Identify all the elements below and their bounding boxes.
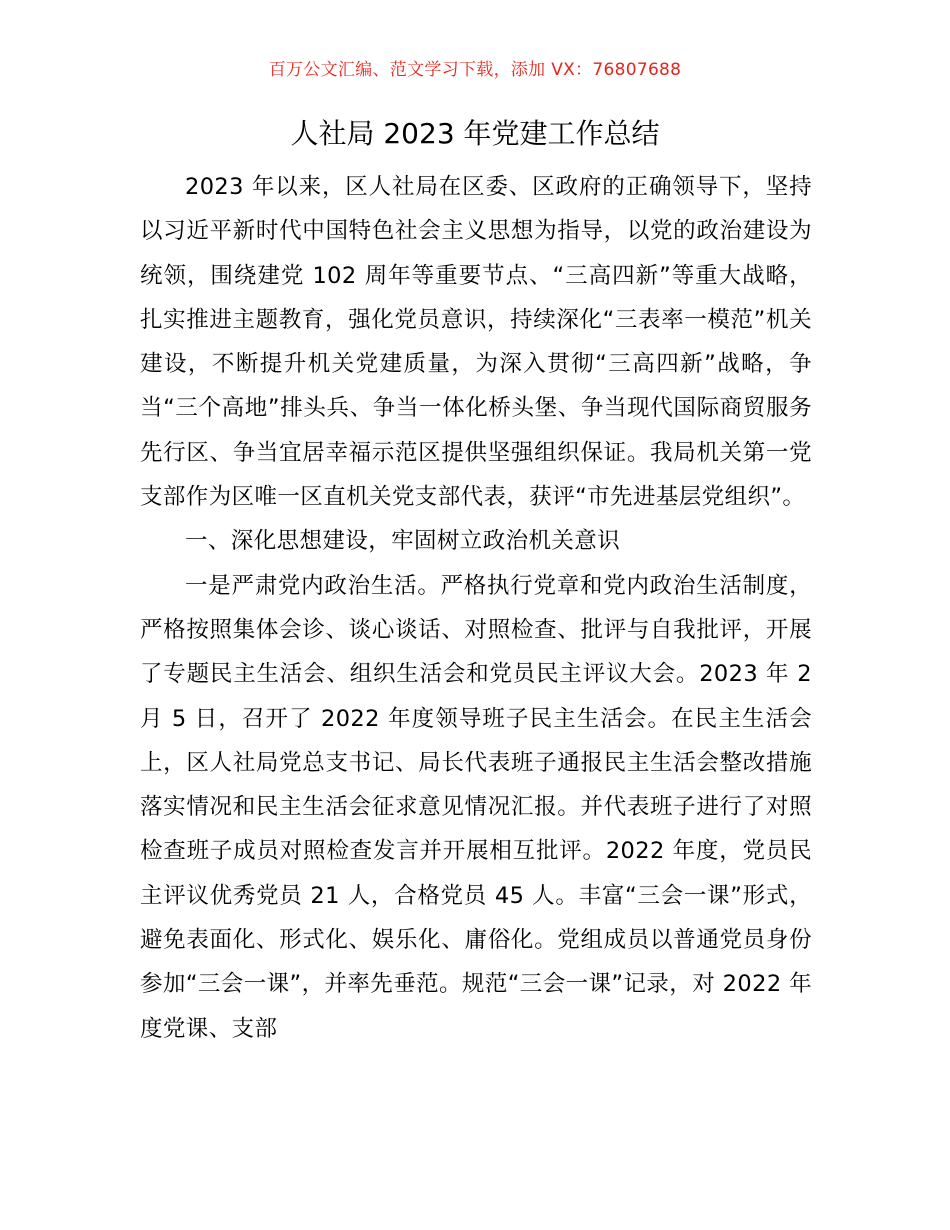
- section-1-paragraph: 一是严肃党内政治生活。严格执行党章和党内政治生活制度，严格按照集体会诊、谈心谈话、对照检查、批评与自我批评，开展了专题民主生活会、组织生活会和党员民主评议大会。2023 年 2 月 5 日，召开了 2022 年度领导班子民主生活会。在民主生活会上，区人社局党总支书记、局长代表班子通报民主生活会整改措施落实情况和民主生活会征求意见情况汇报。并代表班子进行了对照检查班子成员对照检查发言并开展相互批评。2022 年度，党员民主评议优秀党员 21 人，合格党员 45 人。丰富“三会一课”形式，避免表面化、形式化、娱乐化、庸俗化。党组成员以普通党员身份参加“三会一课”，并率先垂范。规范“三会一课”记录，对 2022 年度党课、支部: [140, 572, 812, 1042]
- section-heading-1: 一、深化思想建设，牢固树立政治机关意识: [185, 528, 621, 555]
- document-body: [140, 165, 812, 1051]
- header-watermark-note: 百万公文汇编、范文学习下载，添加 VX：76807688: [268, 60, 682, 80]
- document-title: 人社局 2023 年党建工作总结: [290, 117, 660, 150]
- intro-paragraph: 2023 年以来，区人社局在区委、区政府的正确领导下，坚持以习近平新时代中国特色社会主义思想为指导，以党的政治建设为统领，围绕建党 102 周年等重要节点、“三高四新”等重大战略，扎实推进主题教育，强化党员意识，持续深化“三表率一模范”机关建设，不断提升机关党建质量，为深入贯彻“三高四新”战略，争当“三个高地”排头兵、争当一体化桥头堡、争当现代国际商贸服务先行区、争当宜居幸福示范区提供坚强组织保证。我局机关第一党支部作为区唯一区直机关党支部代表，获评“市先进基层党组织”。: [140, 174, 812, 511]
